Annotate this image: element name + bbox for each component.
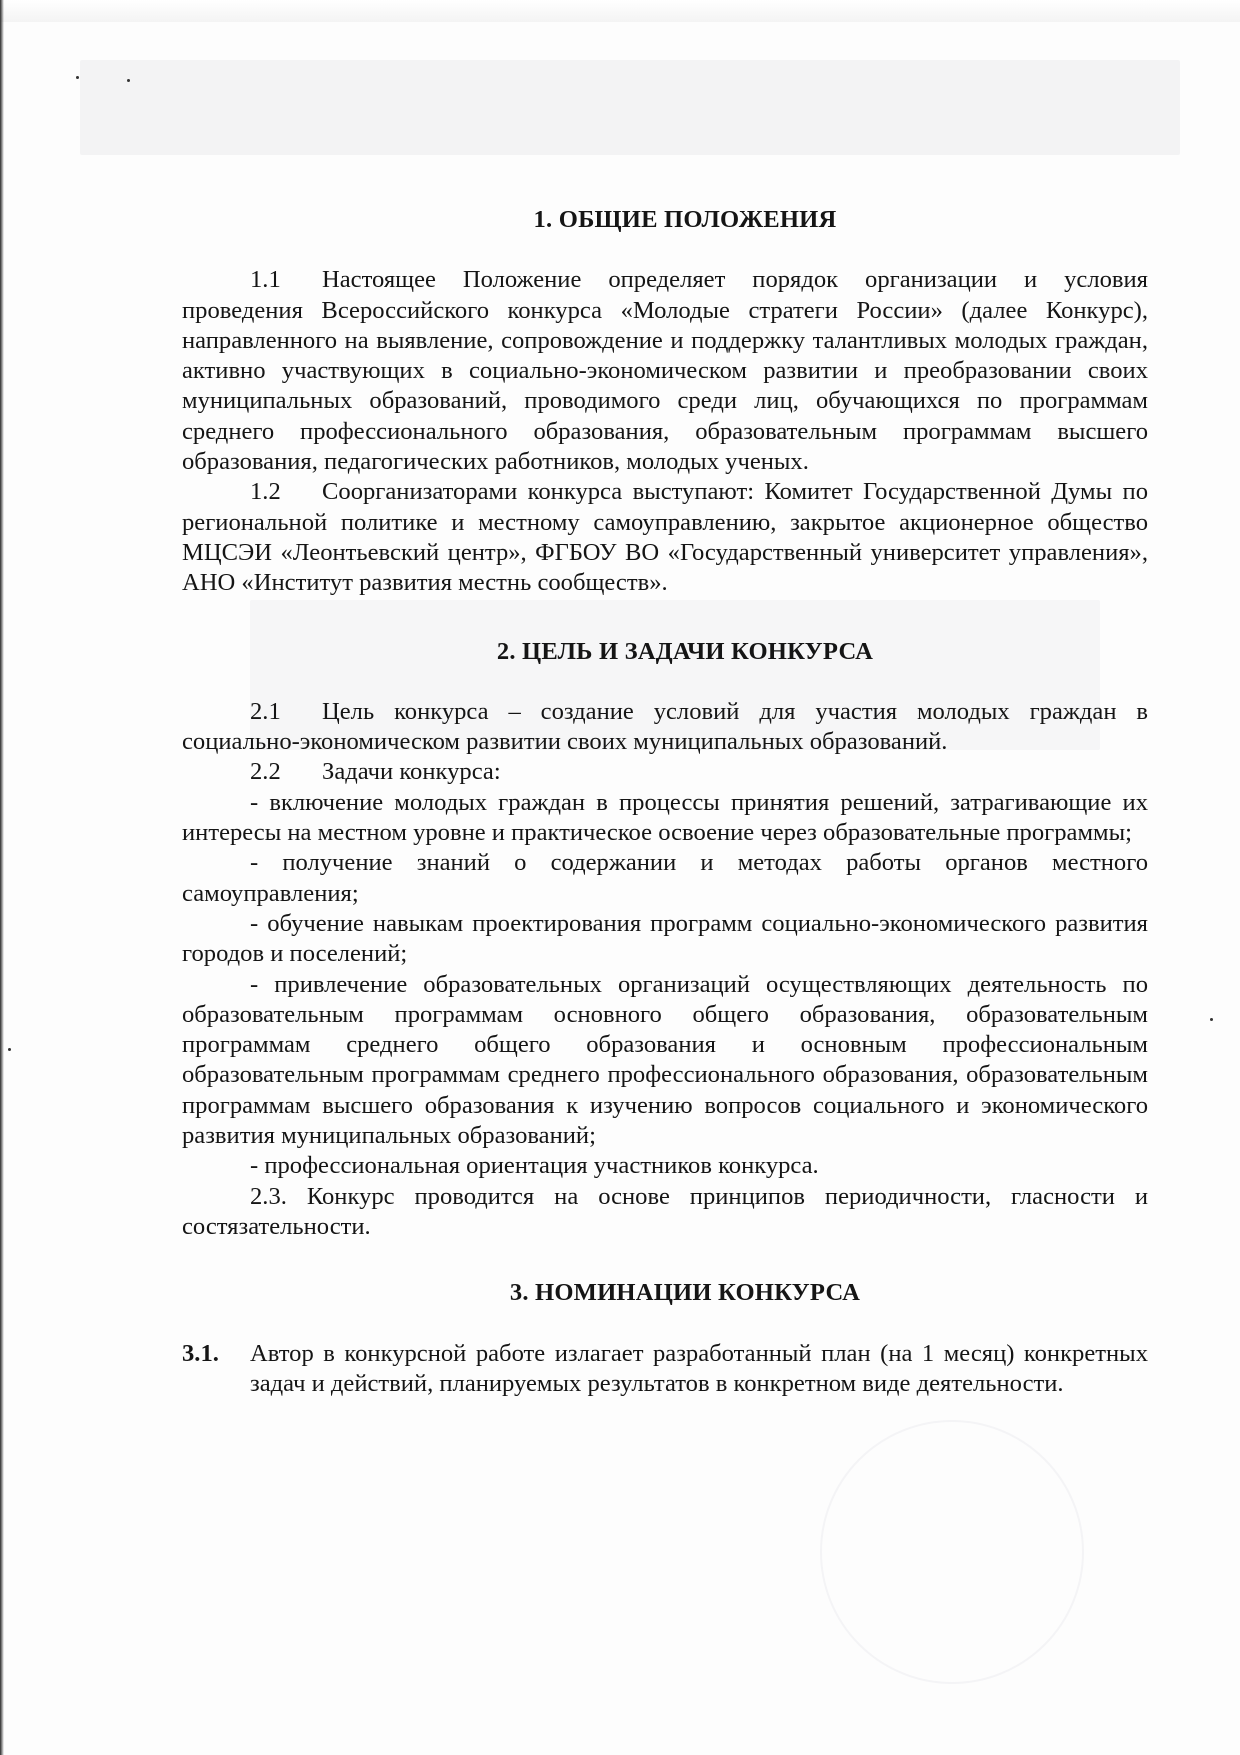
paragraph-text: Настоящее Положение определяет порядок организации и условия проведения Всероссийского конкурса «Молодые стратеги России» (далее Конкурс), направленного на выявление, сопровождение и поддержку талантливых молодых граждан, активно участвующих в социально-экономическом развитии и преобразовании своих муниципальных образований, проводимого среди лиц, обучающихся по программам среднего профессионального образования, образовательным программам высшего образования, педагогических работников, молодых ученых.: [182, 266, 1148, 476]
paragraph-number: 2.2: [250, 758, 281, 786]
paragraph-3-1: [182, 1339, 1148, 1400]
paragraph-1-2: [182, 477, 1148, 598]
document-body: [182, 205, 1148, 1399]
paragraph-2-3: 2.3. Конкурс проводится на основе принципов периодичности, гласности и состязательности.: [182, 1182, 1148, 1240]
section-3-title: 3. НОМИНАЦИИ КОНКУРСА: [509, 1279, 861, 1307]
paragraph-1-1: [182, 265, 1148, 477]
show-through-band: [80, 60, 1180, 155]
task-item-2: - получение знаний о содержании и методах работы органов местного самоуправления;: [182, 849, 1148, 907]
paragraph-2-2: [182, 757, 1148, 787]
paragraph-number: 3.1.: [182, 1339, 219, 1367]
paragraph-number: 2.1: [250, 697, 281, 725]
paragraph-text: Цель конкурса – создание условий для участия молодых граждан в социально-экономическом развитии своих муниципальных образований.: [182, 697, 1148, 756]
scan-top-edge: [0, 0, 1240, 22]
show-through-seal: [820, 1420, 1084, 1684]
paragraph-2-1: [182, 697, 1148, 758]
scan-speck: [8, 1048, 11, 1051]
paragraph-text: Задачи конкурса:: [322, 758, 501, 786]
paragraph-number: 1.1: [250, 266, 281, 294]
paragraph-text: Автор в конкурсной работе излагает разработанный план (на 1 месяц) конкретных задач и действий, планируемых результатов в конкретном виде деятельности.: [250, 1339, 1148, 1397]
paragraph-number: 1.2: [250, 478, 281, 506]
section-2-title: 2. ЦЕЛЬ И ЗАДАЧИ КОНКУРСА: [496, 637, 874, 665]
scan-left-edge: [0, 0, 4, 1755]
task-item-3: - обучение навыкам проектирования программ социально-экономического развития городов и поселений;: [182, 909, 1148, 968]
scan-speck: [127, 79, 130, 82]
scan-speck: [76, 76, 79, 79]
task-item-4: - привлечение образовательных организаций осуществляющих деятельность по образовательным программам основного общего образования, образовательным программам среднего общего образования и основным профессиональным образовательным программам среднего профессионального образования, образовательным программам высшего образования к изучению вопросов социального и экономического развития муниципальных образований;: [182, 970, 1148, 1150]
task-item-5: - профессиональная ориентация участников конкурса.: [250, 1152, 819, 1180]
paragraph-text: Соорганизаторами конкурса выступают: Комитет Государственной Думы по региональной политике и местному самоуправлению, закрытое акционерное общество МЦСЭИ «Леонтьевский центр», ФГБОУ ВО «Государственный университет управления», АНО «Институт развития местнь сообществ».: [182, 478, 1148, 597]
section-1-title: 1. ОБЩИЕ ПОЛОЖЕНИЯ: [533, 206, 837, 233]
task-item-1: - включение молодых граждан в процессы принятия решений, затрагивающие их интересы на местном уровне и практическое освоение через образовательные программы;: [182, 788, 1148, 847]
scan-speck: [1210, 1018, 1213, 1021]
